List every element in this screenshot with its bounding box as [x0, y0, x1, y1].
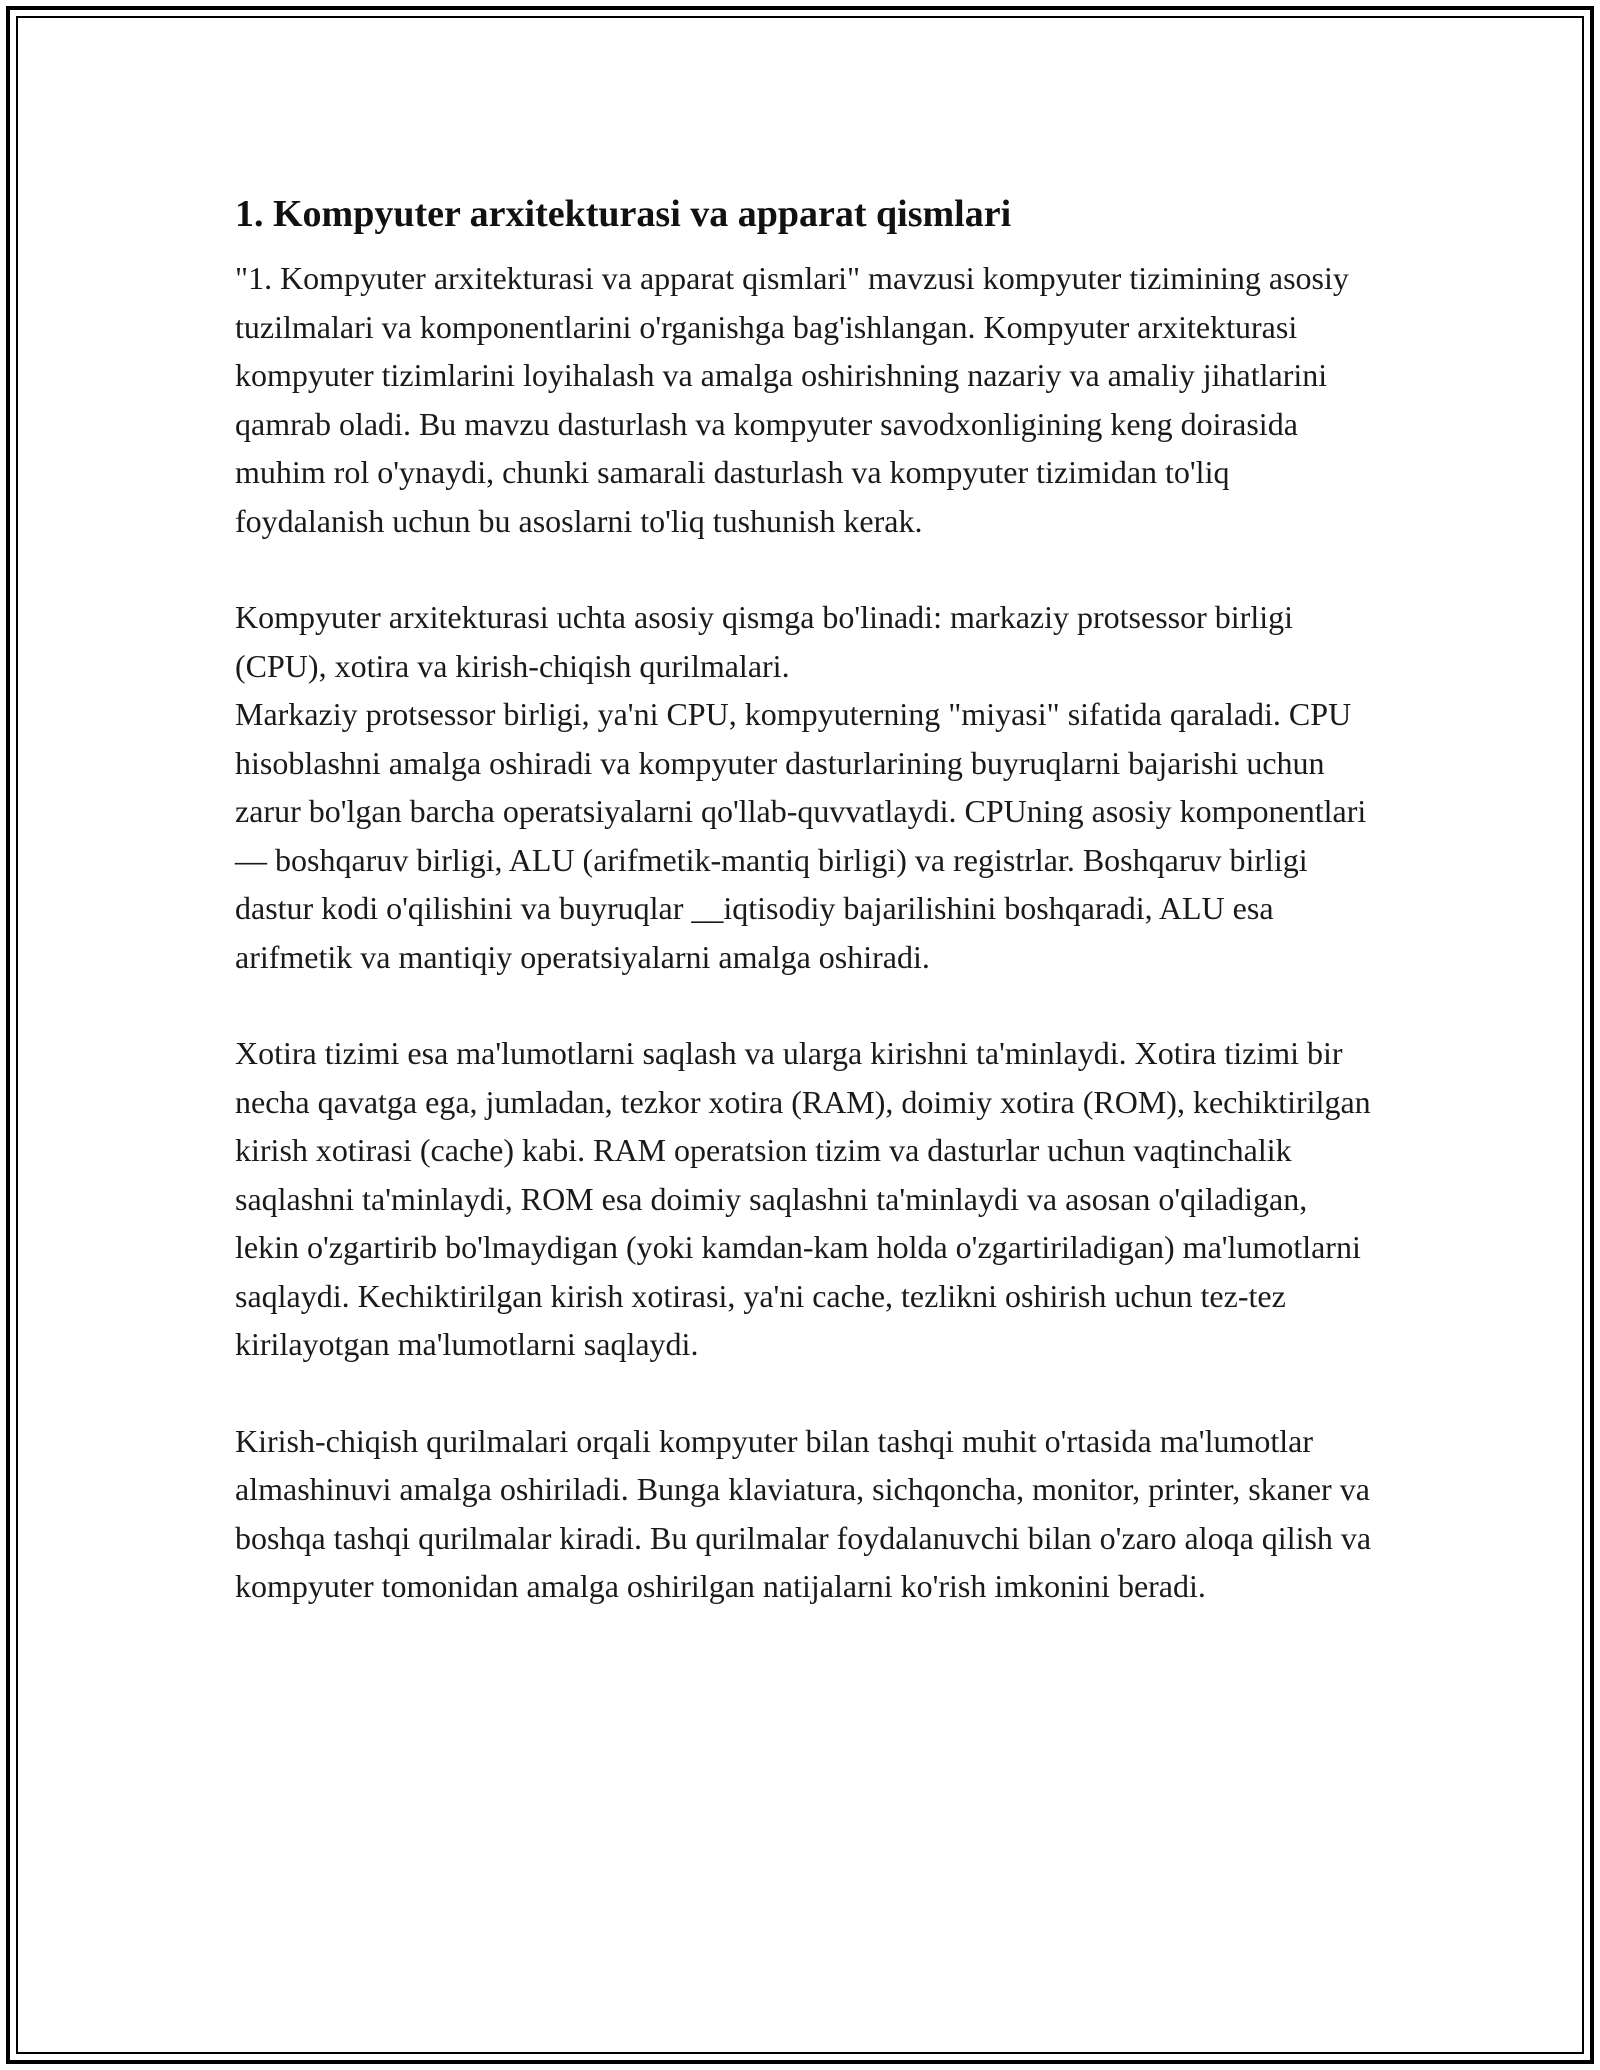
- paragraph-io: Kirish-chiqish qurilmalari orqali kompyuter bilan tashqi muhit o'rtasida ma'lumotlar almashinuvi amalga oshiriladi. Bunga klaviatura, sichqoncha, monitor, printer, skaner va boshqa tashqi qurilmalar kiradi. Bu qurilmalar foydalanuvchi bilan o'zaro aloqa qilish va kompyuter tomonidan amalga oshirilgan natijalarni ko'rish imkonini beradi.: [235, 1422, 1372, 1604]
- paragraph-cpu: Markaziy protsessor birligi, ya'ni CPU, kompyuterning "miyasi" sifatida qaraladi. CPU hisoblashni amalga oshiradi va kompyuter dasturlarining buyruqlarni bajarishi uchun zarur bo'lgan barcha operatsiyalarni qo'llab-quvvatlaydi. CPUning asosiy komponentlari — boshqaruv birligi, ALU (arifmetik-mantiq birligi) va registrlar. Boshqaruv birligi dastur kodi o'qilishini va buyruqlar __iqtisodiy bajarilishini boshqaradi, ALU esa arifmetik va mantiqiy operatsiyalarni amalga oshiradi.: [235, 696, 1367, 975]
- paragraph-intro: "1. Kompyuter arxitekturasi va apparat qismlari" mavzusi kompyuter tizimining asosiy tuzilmalari va komponentlarini o'rganishga bag'ishlangan. Kompyuter arxitekturasi kompyuter tizimlarini loyihalash va amalga oshirishning nazariy va amaliy jihatlarini qamrab oladi. Bu mavzu dasturlash va kompyuter savodxonligining keng doirasida muhim rol o'ynaydi, chunki samarali dasturlash va kompyuter tizimidan to'liq foydalanish uchun bu asoslarni to'liq tushunish kerak.: [235, 260, 1349, 539]
- paragraph-gap: [235, 1369, 1375, 1417]
- document-body: [235, 190, 1375, 1611]
- paragraph-memory: Xotira tizimi esa ma'lumotlarni saqlash va ularga kirishni ta'minlaydi. Xotira tizimi bir necha qavatga ega, jumladan, tezkor xotira (RAM), doimiy xotira (ROM), kechiktirilgan kirish xotirasi (cache) kabi. RAM operatsion tizim va dasturlar uchun vaqtinchalik saqlashni ta'minlaydi, ROM esa doimiy saqlashni ta'minlaydi va asosan o'qiladigan, lekin o'zgartirib bo'lmaydigan (yoki kamdan-kam holda o'zgartiriladigan) ma'lumotlarni saqlaydi. Kechiktirilgan kirish xotirasi, ya'ni cache, tezlikni oshirish uchun tez-tez kirilayotgan ma'lumotlarni saqlaydi.: [235, 1035, 1371, 1362]
- paragraph-parts: Kompyuter arxitekturasi uchta asosiy qismga bo'linadi: markaziy protsessor birligi (CPU), xotira va kirish-chiqish qurilmalari.: [235, 599, 1293, 684]
- paragraph-gap: [235, 545, 1375, 593]
- paragraph-gap: [235, 981, 1375, 1029]
- document-heading: 1. Kompyuter arxitekturasi va apparat qismlari: [235, 193, 1012, 235]
